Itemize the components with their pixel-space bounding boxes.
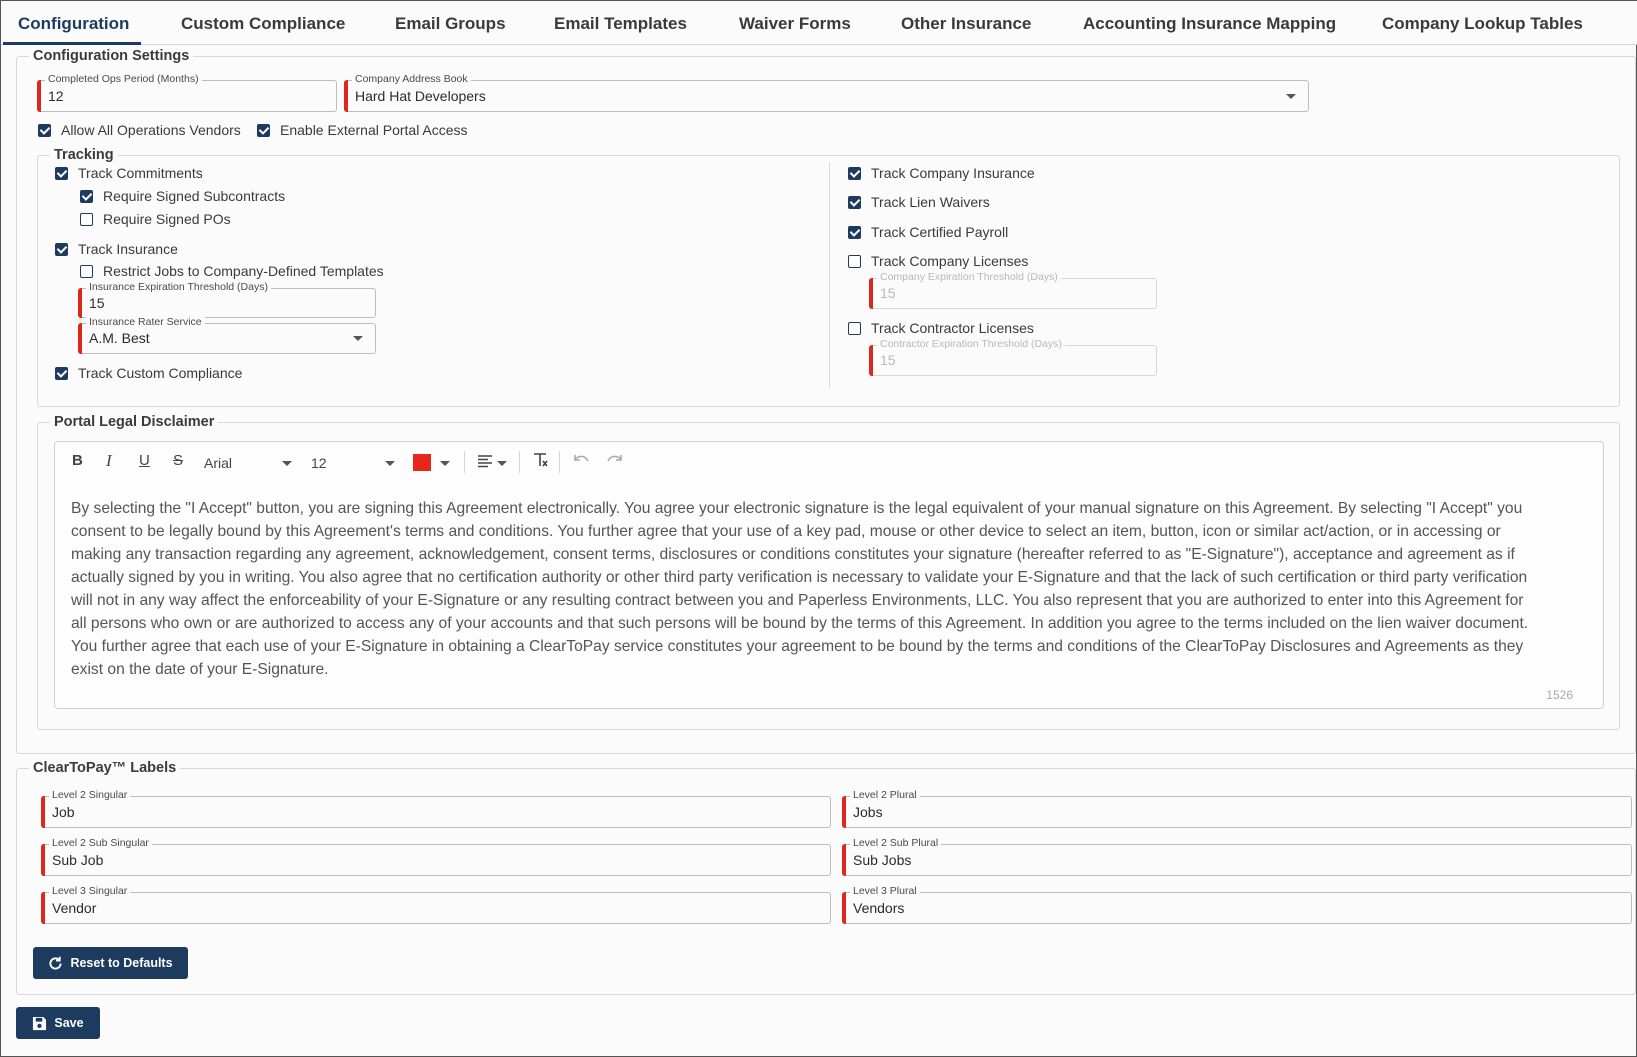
italic-icon[interactable]: I [106, 451, 112, 470]
track-company-licenses-label: Track Company Licenses [871, 253, 1029, 269]
track-company-insurance-label: Track Company Insurance [871, 165, 1035, 181]
chevron-down-icon[interactable] [385, 461, 395, 466]
track-custom-compliance-checkbox[interactable] [55, 365, 242, 381]
tab-other-insurance[interactable]: Other Insurance [901, 14, 1032, 33]
contractor-expiration-threshold-label: Contractor Expiration Threshold (Days) [877, 338, 1065, 351]
cleartopay-labels-group [16, 760, 1636, 995]
portal-legal-disclaimer-group [37, 414, 1620, 730]
level-2-sub-plural-label: Level 2 Sub Plural [850, 837, 941, 850]
toolbar-separator [464, 451, 465, 473]
configuration-settings-legend: Configuration Settings [29, 47, 193, 65]
refresh-icon [48, 956, 63, 971]
completed-ops-period-label: Completed Ops Period (Months) [45, 73, 202, 86]
checkbox-unchecked-icon [848, 322, 861, 335]
level-3-singular-field[interactable] [41, 885, 831, 924]
level-2-sub-singular-value: Sub Job [52, 852, 104, 868]
track-contractor-licenses-label: Track Contractor Licenses [871, 320, 1034, 336]
checkbox-checked-icon [848, 167, 861, 180]
font-family-select[interactable]: Arial [204, 455, 233, 471]
track-lien-waivers-checkbox[interactable] [848, 194, 990, 210]
track-insurance-label: Track Insurance [78, 241, 178, 257]
tab-custom-compliance[interactable]: Custom Compliance [181, 14, 346, 33]
chevron-down-icon [1286, 94, 1296, 99]
track-insurance-checkbox[interactable] [55, 241, 178, 257]
tracking-divider [829, 162, 830, 388]
insurance-expiration-threshold-label: Insurance Expiration Threshold (Days) [86, 281, 271, 294]
track-commitments-label: Track Commitments [78, 165, 203, 181]
checkbox-unchecked-icon [80, 265, 93, 278]
enable-external-portal-access-label: Enable External Portal Access [280, 122, 468, 138]
level-3-plural-label: Level 3 Plural [850, 885, 920, 898]
company-expiration-threshold-value: 15 [880, 285, 896, 301]
reset-to-defaults-button[interactable] [33, 947, 188, 979]
insurance-rater-service-value: A.M. Best [89, 330, 150, 346]
level-3-plural-field[interactable] [842, 885, 1632, 924]
level-2-singular-field[interactable] [41, 789, 831, 828]
save-label: Save [54, 1016, 84, 1030]
track-company-insurance-checkbox[interactable] [848, 165, 1035, 181]
level-2-singular-label: Level 2 Singular [49, 789, 130, 802]
track-contractor-licenses-checkbox[interactable] [848, 320, 1034, 336]
checkbox-unchecked-icon [848, 255, 861, 268]
checkbox-checked-icon [848, 226, 861, 239]
allow-all-operations-vendors-checkbox[interactable] [38, 122, 241, 138]
require-signed-subcontracts-label: Require Signed Subcontracts [103, 188, 286, 204]
level-3-plural-value: Vendors [853, 900, 905, 916]
insurance-rater-service-select[interactable] [78, 316, 376, 354]
allow-all-operations-vendors-label: Allow All Operations Vendors [61, 122, 241, 138]
tab-waiver-forms[interactable]: Waiver Forms [739, 14, 851, 33]
chevron-down-icon[interactable] [440, 461, 450, 466]
level-3-singular-label: Level 3 Singular [49, 885, 130, 898]
reset-to-defaults-label: Reset to Defaults [70, 956, 173, 970]
tab-email-groups[interactable]: Email Groups [395, 14, 506, 33]
clear-format-icon[interactable] [532, 452, 548, 474]
level-2-sub-singular-label: Level 2 Sub Singular [49, 837, 152, 850]
text-color-swatch[interactable] [413, 454, 431, 471]
insurance-expiration-threshold-field[interactable] [78, 281, 376, 318]
require-signed-pos-label: Require Signed POs [103, 211, 231, 227]
track-commitments-checkbox[interactable] [55, 165, 203, 181]
tracking-legend: Tracking [50, 146, 118, 164]
align-left-icon[interactable] [477, 453, 493, 475]
tab-accounting-insurance-mapping[interactable]: Accounting Insurance Mapping [1083, 14, 1337, 33]
undo-icon[interactable] [572, 453, 590, 473]
checkbox-checked-icon [848, 196, 861, 209]
rich-text-editor[interactable] [54, 441, 1604, 709]
strikethrough-icon[interactable]: S [173, 452, 184, 469]
level-2-plural-label: Level 2 Plural [850, 789, 920, 802]
checkbox-checked-icon [257, 124, 270, 137]
tab-configuration[interactable]: Configuration [3, 1, 141, 45]
save-button[interactable] [16, 1007, 100, 1039]
character-count: 1526 [1546, 688, 1573, 702]
chevron-down-icon[interactable] [497, 461, 507, 466]
checkbox-checked-icon [38, 124, 51, 137]
redo-icon[interactable] [606, 453, 624, 473]
level-2-singular-value: Job [52, 804, 75, 820]
completed-ops-period-field[interactable] [37, 73, 337, 112]
enable-external-portal-access-checkbox[interactable] [257, 122, 468, 138]
insurance-rater-service-label: Insurance Rater Service [86, 316, 205, 329]
configuration-settings-group [16, 48, 1636, 754]
level-3-singular-value: Vendor [52, 900, 97, 916]
completed-ops-period-value: 12 [48, 88, 64, 104]
tab-company-lookup-tables[interactable]: Company Lookup Tables [1382, 14, 1583, 33]
level-2-sub-plural-value: Sub Jobs [853, 852, 912, 868]
level-2-plural-field[interactable] [842, 789, 1632, 828]
save-icon [32, 1016, 47, 1031]
company-address-book-label: Company Address Book [352, 73, 471, 86]
toolbar-separator [519, 451, 520, 473]
contractor-expiration-threshold-field[interactable] [869, 338, 1157, 376]
track-lien-waivers-label: Track Lien Waivers [871, 194, 990, 210]
checkbox-unchecked-icon [80, 213, 93, 226]
chevron-down-icon [353, 336, 363, 341]
checkbox-checked-icon [80, 190, 93, 203]
disclaimer-text[interactable]: By selecting the "I Accept" button, you are signing this Agreement electronically. You agree your electronic signature is the legal equivalent of your manual signature on this Agreement. By selecting "I Accept" you consent to be legally bound by this Agreement's terms and conditions. You further agree that your use of a key pad, mouse or other device to select an item, button, icon or similar act/action, or in accessing or making any transaction regarding any agreement, acknowledgement, consent terms, disclosures or conditions constitutes your signature (hereafter referred to as "E-Signature"), acceptance and agreement as if actually signed by you in writing. You also agree that no certification authority or other third party verification is necessary to validate your E-Signature and that the lack of such certification or third party verification will not in any way affect the enforceability of your E-Signature or any resulting contract between you and Paperless Environments, LLC. You also represent that you are authorized to enter into this Agreement for all persons who own or are authorized to access any of your accounts and that such persons will be bound by the terms of this Agreement. In addition you agree to the terms included on the lien waiver document. You further agree that each use of your E-Signature in obtaining a ClearToPay service constitutes your agreement to be bound by the terms and conditions of the ClearToPay Disclosures and Agreements as they exist on the date of your E-Signature. [71, 500, 1529, 678]
tab-email-templates[interactable]: Email Templates [554, 14, 687, 33]
level-2-sub-singular-field[interactable] [41, 837, 831, 876]
insurance-expiration-threshold-value: 15 [89, 295, 105, 311]
toolbar-separator [559, 451, 560, 473]
checkbox-checked-icon [55, 243, 68, 256]
company-expiration-threshold-label: Company Expiration Threshold (Days) [877, 271, 1061, 284]
restrict-jobs-checkbox[interactable] [80, 263, 384, 279]
checkbox-checked-icon [55, 367, 68, 380]
company-expiration-threshold-field[interactable] [869, 271, 1157, 309]
company-address-book-value: Hard Hat Developers [355, 88, 486, 104]
require-signed-subcontracts-checkbox[interactable] [80, 188, 285, 204]
track-certified-payroll-label: Track Certified Payroll [871, 224, 1009, 240]
level-2-sub-plural-field[interactable] [842, 837, 1632, 876]
tab-bar [1, 1, 1637, 45]
font-size-select[interactable]: 12 [311, 455, 327, 471]
cleartopay-labels-legend: ClearToPay™ Labels [29, 759, 180, 777]
chevron-down-icon[interactable] [282, 461, 292, 466]
underline-icon[interactable]: U [139, 452, 150, 469]
bold-icon[interactable]: B [72, 452, 83, 469]
portal-legal-disclaimer-legend: Portal Legal Disclaimer [50, 413, 218, 431]
track-custom-compliance-label: Track Custom Compliance [78, 365, 243, 381]
checkbox-checked-icon [55, 167, 68, 180]
require-signed-pos-checkbox[interactable] [80, 211, 231, 227]
tracking-group [37, 147, 1620, 407]
track-company-licenses-checkbox[interactable] [848, 253, 1028, 269]
contractor-expiration-threshold-value: 15 [880, 352, 896, 368]
company-address-book-select[interactable] [344, 73, 1309, 112]
restrict-jobs-label: Restrict Jobs to Company-Defined Templates [103, 263, 384, 279]
level-2-plural-value: Jobs [853, 804, 883, 820]
track-certified-payroll-checkbox[interactable] [848, 224, 1008, 240]
